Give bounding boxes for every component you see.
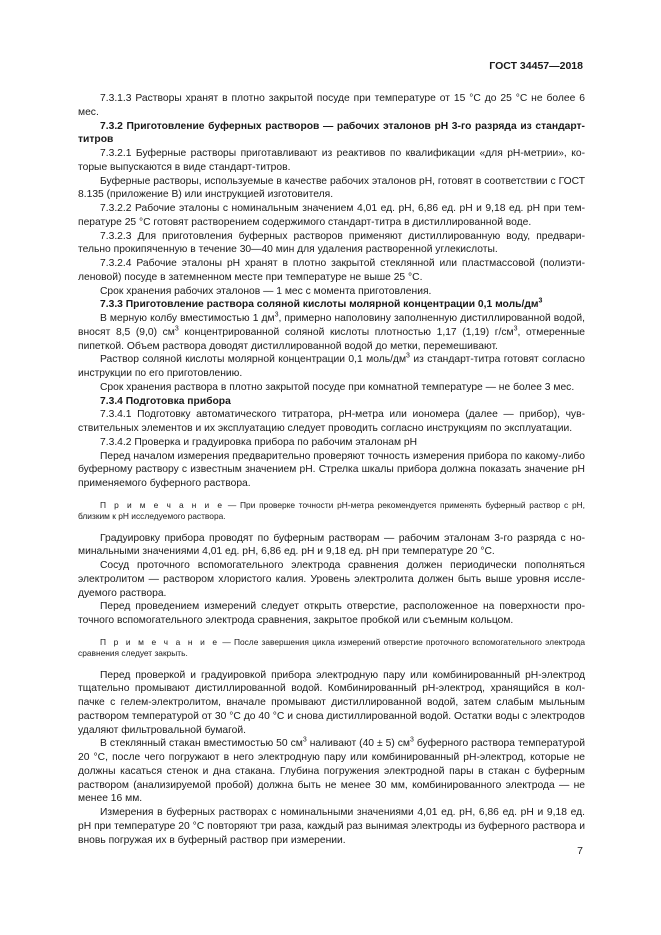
note-1 — [78, 500, 585, 523]
heading-7-3-3-text: 7.3.3 Приготовление раствора соляной кислоты молярной концентрации 0,1 моль/дм — [100, 299, 539, 311]
para-accuracy-check: Перед началом измерения предварительно проверяют точность измерения прибора по какому-либо буферному раствору с известным значением рН. Стрелка шкалы прибора должна показать значение рН применяемого буферного раствора. — [78, 450, 585, 489]
para-hcl-storage: Срок хранения раствора в плотно закрытой посуде при комнатной температуре — не более 3 мес. — [100, 381, 575, 393]
para-volumetric-flask — [78, 312, 585, 353]
para-7-3-2-3: 7.3.2.3 Для приготовления буферных растворов применяют дистиллированную воду, предварительно прокипяченную в течение 30—40 мин для удаления растворенной углекислоты. — [78, 230, 585, 256]
flask-text-3: концентрированной соляной кислоты плотностью 1,17 (1,19) г/см — [178, 326, 514, 338]
para-electrode-rinse: Перед проверкой и градуировкой прибора электродную пару или комбинированный рН-электрод тщательно промывают дистиллированной водой. Комбинированный рН-электрод, хранящийся в колпачке с гелем-электролитом, вначале промывают дистиллированной водой, затем слабым мыльным раствором температурой от 30 °С до 40 °С и снова дистиллированной водой. Остатки воды с электродов удаляют фильтровальной бумагой. — [78, 669, 585, 736]
flask-text-2: , примерно наполовину заполненную дистиллированной водой, вносят 8,5 (9,0) см — [78, 313, 586, 338]
note-text: — При проверке точности рН-метра рекомендуется применять буферный раствор с рН, близким к рН исследуемого раствора. — [78, 499, 585, 522]
para-reference-electrode: Сосуд проточного вспомогательного электрода сравнения должен периодически пополняться электролитом — раствором хлористого калия. Уровень электролита должен быть выше уровня исследуемого раствора. — [78, 560, 585, 599]
para-buffer-solutions: Буферные растворы, используемые в качестве рабочих эталонов рН, готовят в соответствии с ГОСТ 8.135 (приложение В) или инструкцией изготовителя. — [78, 175, 585, 201]
para-7-3-1-3: 7.3.1.3 Растворы хранят в плотно закрытой посуде при температуре от 15 °С до 25 °С не более 6 мес. — [78, 93, 585, 118]
superscript: 3 — [406, 352, 410, 360]
para-7-3-2-2: 7.3.2.2 Рабочие эталоны с номинальным значением 4,01 ед. рН, 6,86 ед. рН и 9,18 ед. рН при температуре 25 °С готовят растворением содержимого стандарт-титра в дистиллированной воде. — [78, 203, 585, 228]
standard-code: ГОСТ 34457—2018 — [489, 60, 583, 72]
beaker-text-1: В стеклянный стакан вместимостью 50 см — [100, 738, 303, 750]
superscript: 3 — [513, 325, 518, 333]
hcl-text-2: из стандарт-титра готовят согласно инструкции по его приготовлению. — [78, 354, 585, 379]
note-text: — После завершения цикла измерений отверстие проточного вспомогательного электрода сравнения следует закрыть. — [78, 636, 585, 659]
para-calibration: Градуировку прибора проводят по буферным растворам — рабочим эталонам 3-го разряда с номинальными значениями 4,01 ед. рН, 6,86 ед. рН и 9,18 ед. рН при температуре 20 °С. — [78, 532, 585, 558]
beaker-text-3: буферного раствора температурой 20 °С, после чего погружают в него электродную пару или комбинированный рН-электрод, которые не должны касаться стенок и дна стакана. Глубина погружения электродной пары в стакан с буферным раствором (анализируемой пробой) должна быть не менее 30 мм, комбинированного электрода — не менее 16 мм. — [78, 738, 585, 805]
document-body — [78, 92, 585, 847]
para-7-3-2-1: 7.3.2.1 Буферные растворы приготавливают из реактивов по квалификации «для рН-метрии», которые выпускаются в виде стандарт-титров. — [78, 148, 585, 173]
heading-7-3-4: 7.3.4 Подготовка прибора — [100, 395, 231, 407]
superscript: 3 — [274, 311, 279, 319]
page-number: 7 — [577, 845, 583, 857]
para-hcl-solution — [78, 353, 585, 381]
superscript: 3 — [410, 736, 414, 744]
para-storage-term: Срок хранения рабочих эталонов — 1 мес с момента приготовления. — [100, 285, 432, 297]
note-2 — [78, 637, 585, 660]
flask-text-4: , отмеренные пипеткой. Объем раствора доводят дистиллированной водой до метки, перемешивают. — [78, 326, 585, 352]
superscript: 3 — [302, 736, 307, 744]
para-measurements: Измерения в буферных растворах с номинальными значениями 4,01 ед. рН, 6,86 ед. рН и 9,18 ед. рН при температуре 20 °С повторяют три раза, каждый раз вынимая электроды из буферного раствора и вновь погружая их в буферный раствор при измерении. — [78, 807, 585, 846]
beaker-text-2: наливают (40 ± 5) см — [306, 738, 410, 750]
note-label: П р и м е ч а н и е — [100, 499, 225, 510]
superscript: 3 — [174, 325, 179, 333]
heading-7-3-2: 7.3.2 Приготовление буферных растворов — рабочих эталонов рН 3-го разряда из стандарт-титров — [78, 120, 585, 146]
note-label: П р и м е ч а н и е — [100, 636, 220, 647]
flask-text-1: В мерную колбу вместимостью 1 дм — [100, 313, 275, 324]
para-7-3-4-2: 7.3.4.2 Проверка и градуировка прибора по рабочим эталонам рН — [100, 436, 418, 448]
para-7-3-4-1: 7.3.4.1 Подготовку автоматического титратора, рН-метра или иономера (далее — прибор), чувствительных элементов и их эксплуатацию следует проводить согласно инструкциям по эксплуатации. — [78, 409, 585, 434]
hcl-text-1: Раствор соляной кислоты молярной концентрации 0,1 моль/дм — [100, 354, 407, 366]
para-7-3-2-4: 7.3.2.4 Рабочие эталоны рН хранят в плотно закрытой стеклянной или пластмассовой (полиэтиленовой) посуде в затемненном месте при температуре не выше 25 °С. — [78, 258, 585, 283]
para-open-hole: Перед проведением измерений следует открыть отверстие, расположенное на поверхности проточного вспомогательного электрода сравнения, закрытое пробкой или съемным кольцом. — [78, 601, 585, 627]
para-glass-beaker — [78, 737, 585, 806]
superscript: 3 — [538, 297, 543, 305]
heading-7-3-3 — [78, 298, 585, 312]
